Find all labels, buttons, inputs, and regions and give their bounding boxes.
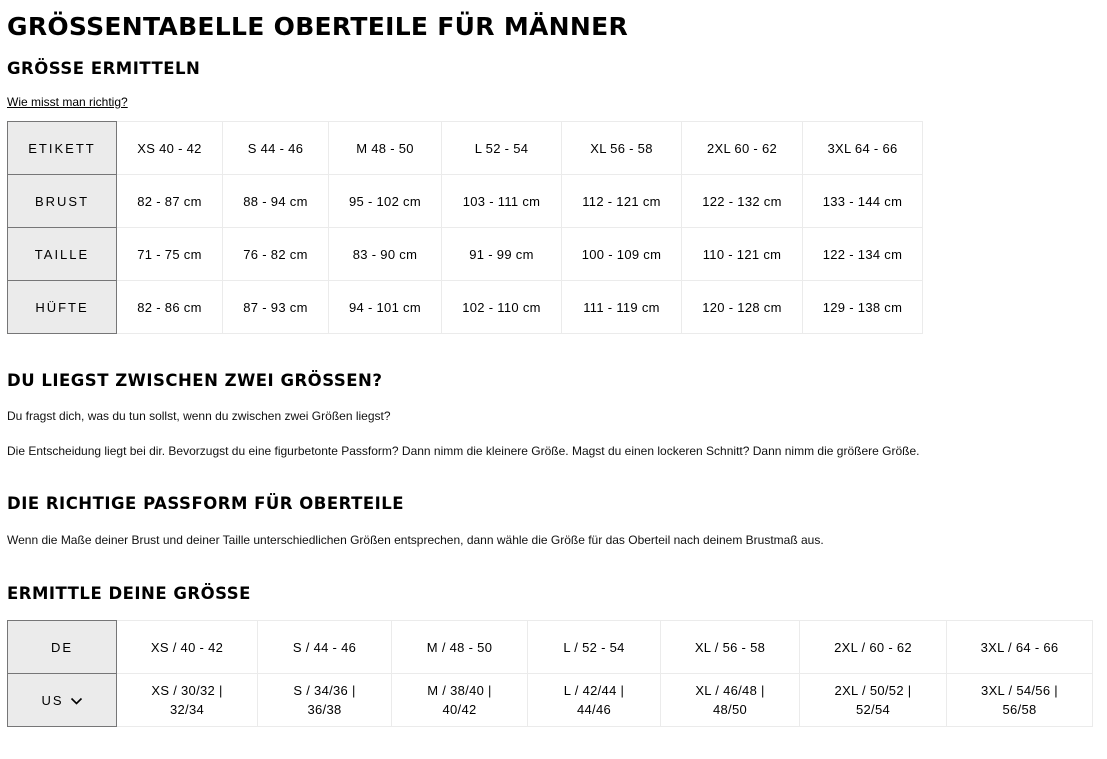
de-cell: XL / 56 - 58	[661, 621, 800, 674]
size-cell: XL 56 - 58	[562, 122, 682, 175]
us-size-dropdown[interactable]	[8, 674, 117, 727]
size-cell: 82 - 87 cm	[117, 175, 223, 228]
size-row-label: ETIKETT	[8, 122, 117, 175]
size-row	[8, 122, 923, 175]
size-cell: 82 - 86 cm	[117, 281, 223, 334]
de-cell: 2XL / 60 - 62	[800, 621, 947, 674]
size-cell: 83 - 90 cm	[329, 228, 442, 281]
us-cell-line: 3XL / 54/56 |	[981, 683, 1058, 698]
size-cell: 88 - 94 cm	[223, 175, 329, 228]
between-sizes-heading: DU LIEGST ZWISCHEN ZWEI GRÖSSEN?	[7, 371, 383, 390]
size-cell: 2XL 60 - 62	[682, 122, 803, 175]
de-cell: M / 48 - 50	[392, 621, 528, 674]
us-cell	[947, 674, 1093, 727]
us-cell-line: M / 38/40 |	[427, 683, 492, 698]
page-title: GRÖSSENTABELLE OBERTEILE FÜR MÄNNER	[7, 12, 629, 41]
de-cell: XS / 40 - 42	[117, 621, 258, 674]
de-cell: 3XL / 64 - 66	[947, 621, 1093, 674]
size-cell: 122 - 134 cm	[803, 228, 923, 281]
size-cell: 71 - 75 cm	[117, 228, 223, 281]
us-cell-line: 40/42	[442, 702, 477, 717]
us-cell-line: 52/54	[855, 702, 891, 717]
size-row	[8, 228, 923, 281]
size-row	[8, 281, 923, 334]
size-cell: S 44 - 46	[223, 122, 329, 175]
size-cell: 87 - 93 cm	[223, 281, 329, 334]
size-cell: 133 - 144 cm	[803, 175, 923, 228]
size-cell: L 52 - 54	[442, 122, 562, 175]
size-row-label: TAILLE	[8, 228, 117, 281]
us-row	[8, 674, 1093, 727]
size-cell: 100 - 109 cm	[562, 228, 682, 281]
fit-heading: DIE RICHTIGE PASSFORM FÜR OBERTEILE	[7, 494, 405, 513]
de-row	[8, 621, 1093, 674]
de-cell: L / 52 - 54	[528, 621, 661, 674]
us-cell-line: 44/46	[576, 702, 612, 717]
size-cell: 122 - 132 cm	[682, 175, 803, 228]
size-cell: 129 - 138 cm	[803, 281, 923, 334]
size-cell: 102 - 110 cm	[442, 281, 562, 334]
us-cell-line: XL / 46/48 |	[695, 683, 765, 698]
how-to-measure-link[interactable]: Wie misst man richtig?	[7, 95, 128, 109]
size-cell: 112 - 121 cm	[562, 175, 682, 228]
us-label: US	[41, 692, 64, 708]
size-row-label: HÜFTE	[8, 281, 117, 334]
size-cell: 95 - 102 cm	[329, 175, 442, 228]
chevron-down-icon	[70, 697, 83, 706]
us-cell-line: 36/38	[307, 702, 342, 717]
us-cell	[528, 674, 661, 727]
size-cell: 110 - 121 cm	[682, 228, 803, 281]
size-cell: 76 - 82 cm	[223, 228, 329, 281]
fit-text: Wenn die Maße deiner Brust und deiner Taille unterschiedlichen Größen entsprechen, dann wähle die Größe für das Oberteil nach deinem Brustmaß aus.	[7, 533, 824, 547]
size-cell: 111 - 119 cm	[562, 281, 682, 334]
de-label: DE	[8, 621, 117, 674]
between-sizes-question: Du fragst dich, was du tun sollst, wenn du zwischen zwei Größen liegst?	[7, 409, 391, 423]
size-row-label: BRUST	[8, 175, 117, 228]
us-cell	[392, 674, 528, 727]
us-cell-line: 56/58	[1002, 702, 1037, 717]
size-cell: 120 - 128 cm	[682, 281, 803, 334]
us-cell	[800, 674, 947, 727]
us-cell-line: 32/34	[169, 702, 205, 717]
size-row	[8, 175, 923, 228]
us-cell-line: L / 42/44 |	[563, 683, 625, 698]
us-cell-line: 2XL / 50/52 |	[834, 683, 912, 698]
between-sizes-answer: Die Entscheidung liegt bei dir. Bevorzugst du eine figurbetonte Passform? Dann nimm die kleinere Größe. Magst du einen lockeren Schnitt? Dann nimm die größere Größe.	[7, 444, 920, 458]
de-cell: S / 44 - 46	[258, 621, 392, 674]
us-cell-line: 48/50	[712, 702, 748, 717]
us-cell	[661, 674, 800, 727]
us-cell	[258, 674, 392, 727]
us-cell	[117, 674, 258, 727]
size-cell: 91 - 99 cm	[442, 228, 562, 281]
conversion-table	[7, 620, 1093, 727]
size-cell: M 48 - 50	[329, 122, 442, 175]
us-cell-line: S / 34/36 |	[293, 683, 356, 698]
size-heading: GRÖSSE ERMITTELN	[7, 59, 201, 78]
size-table	[7, 121, 923, 334]
size-cell: 94 - 101 cm	[329, 281, 442, 334]
size-cell: 103 - 111 cm	[442, 175, 562, 228]
size-cell: XS 40 - 42	[117, 122, 223, 175]
us-cell-line: XS / 30/32 |	[151, 683, 223, 698]
size-cell: 3XL 64 - 66	[803, 122, 923, 175]
convert-heading: ERMITTLE DEINE GRÖSSE	[7, 584, 251, 603]
